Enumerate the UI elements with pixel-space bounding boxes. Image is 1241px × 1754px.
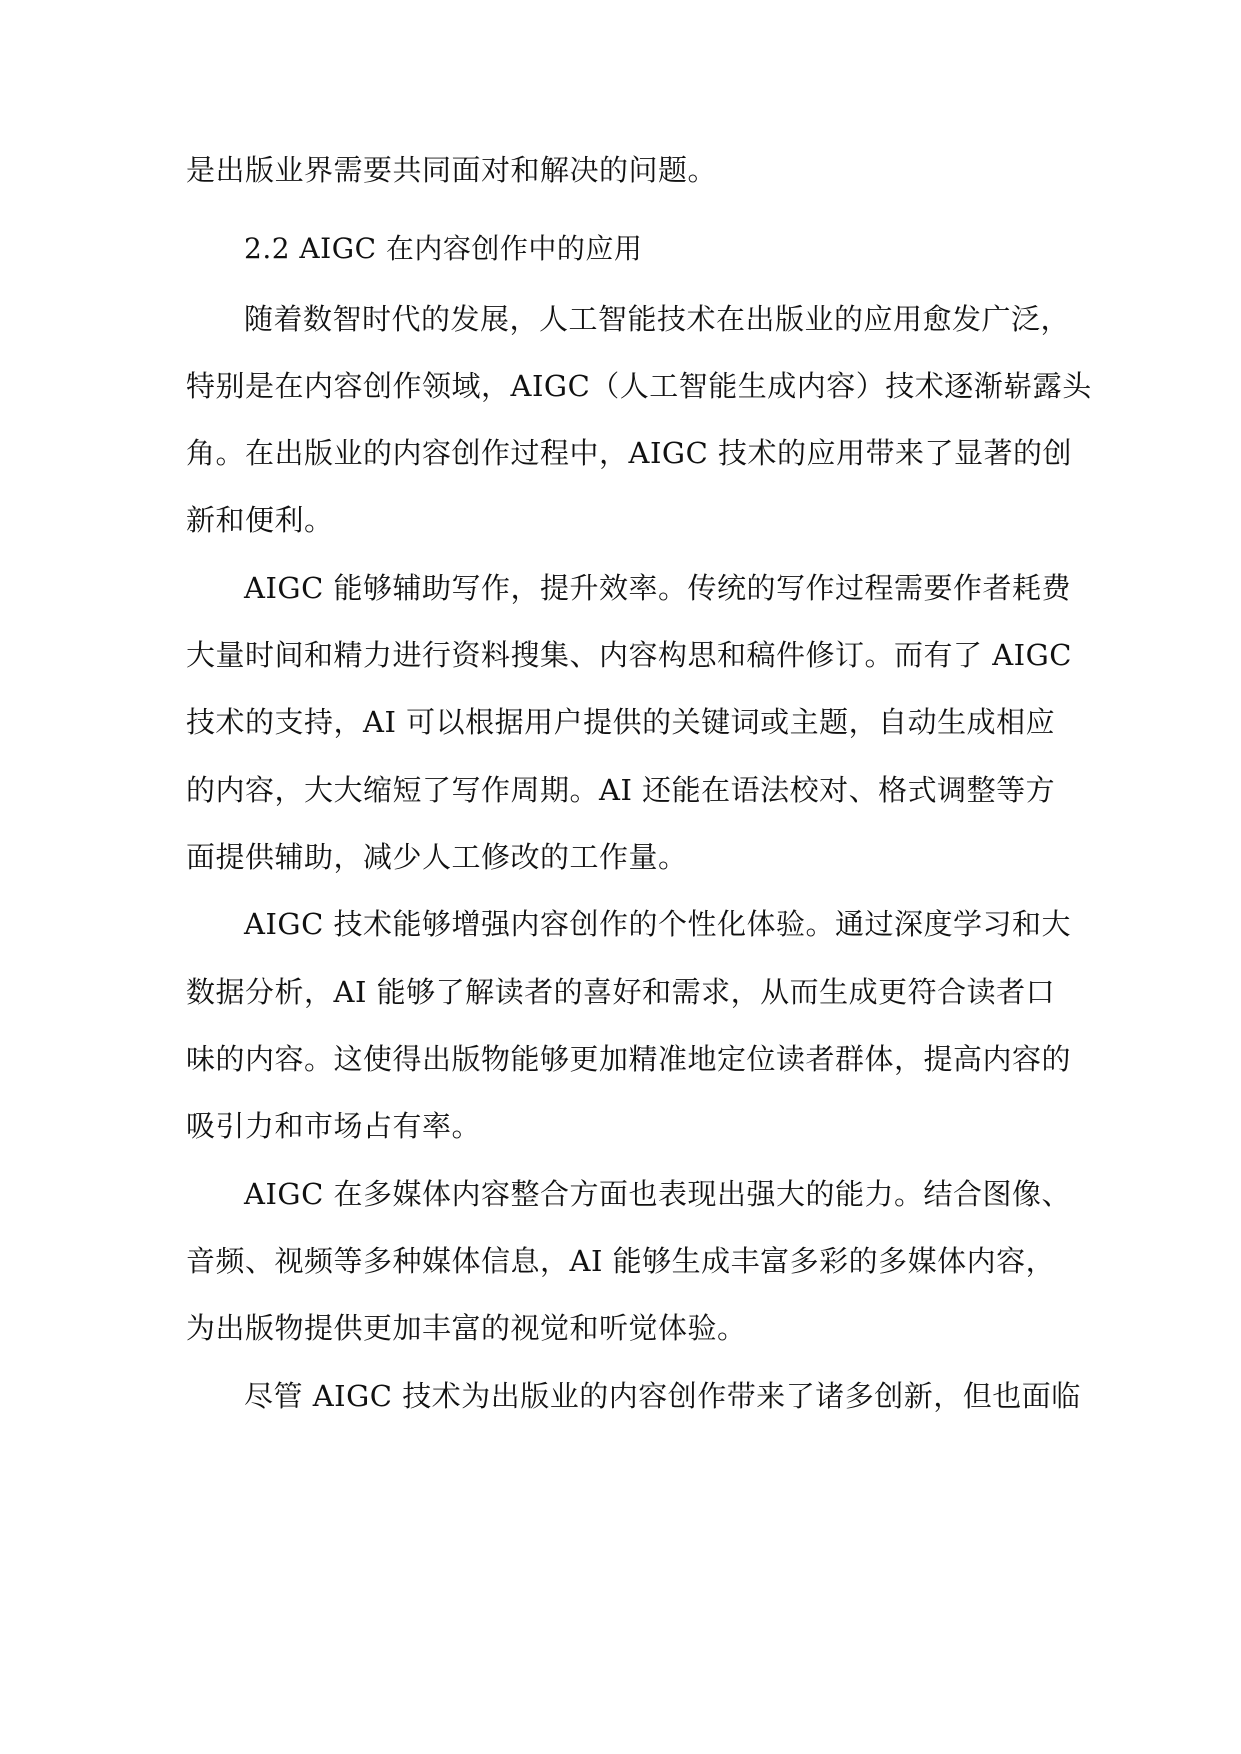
paragraph-line: 大量时间和精力进行资料搜集、内容构思和稿件修订。而有了 AIGC — [186, 638, 1072, 672]
paragraph-line: AIGC 技术能够增强内容创作的个性化体验。通过深度学习和大 — [244, 907, 1071, 941]
paragraph-line: AIGC 能够辅助写作，提升效率。传统的写作过程需要作者耗费 — [244, 571, 1071, 605]
paragraph-line: 随着数智时代的发展，人工智能技术在出版业的应用愈发广泛， — [244, 302, 1071, 336]
paragraph-line: 面提供辅助，减少人工修改的工作量。 — [186, 840, 688, 874]
paragraph-line: 技术的支持，AI 可以根据用户提供的关键词或主题，自动生成相应 — [186, 705, 1056, 739]
section-heading: 2.2 AIGC 在内容创作中的应用 — [244, 232, 643, 265]
paragraph-line: 角。在出版业的内容创作过程中，AIGC 技术的应用带来了显著的创 — [186, 436, 1072, 470]
paragraph-line: 新和便利。 — [186, 503, 334, 537]
paragraph-line: 音频、视频等多种媒体信息，AI 能够生成丰富多彩的多媒体内容， — [186, 1244, 1056, 1278]
paragraph-line: 是出版业界需要共同面对和解决的问题。 — [186, 153, 718, 187]
paragraph-line: 吸引力和市场占有率。 — [186, 1109, 482, 1143]
paragraph-line: 的内容，大大缩短了写作周期。AI 还能在语法校对、格式调整等方 — [186, 773, 1056, 807]
paragraph-line: 特别是在内容创作领域，AIGC（人工智能生成内容）技术逐渐崭露头 — [186, 369, 1092, 403]
paragraph-line: AIGC 在多媒体内容整合方面也表现出强大的能力。结合图像、 — [244, 1177, 1071, 1211]
paragraph-line: 为出版物提供更加丰富的视觉和听觉体验。 — [186, 1311, 747, 1345]
paragraph-line: 数据分析，AI 能够了解读者的喜好和需求，从而生成更符合读者口 — [186, 975, 1056, 1009]
paragraph-line: 尽管 AIGC 技术为出版业的内容创作带来了诸多创新，但也面临 — [244, 1379, 1081, 1413]
paragraph-line: 味的内容。这使得出版物能够更加精准地定位读者群体，提高内容的 — [186, 1042, 1072, 1076]
